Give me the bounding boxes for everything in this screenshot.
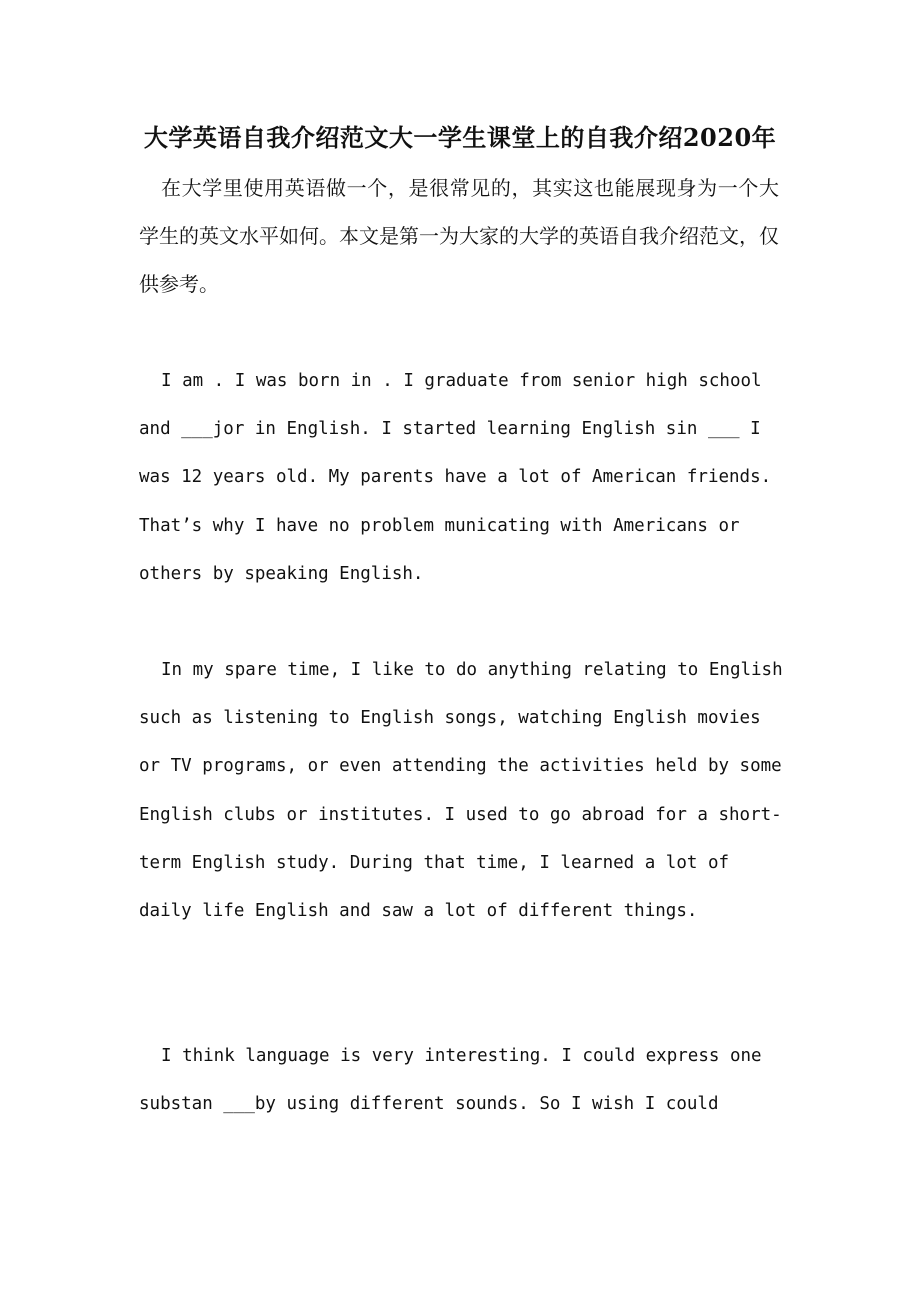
document-title: 大学英语自我介绍范文大一学生课堂上的自我介绍2020年 (143, 123, 777, 152)
body-paragraph-3: I think language is very interesting. I could express one substan ___by using different sounds. So I wish I could (139, 1046, 762, 1115)
body-paragraph-1: I am . I was born in . I graduate from senior high school and ___jor in English. I started learning English sin ___ I was 12 years old. My parents have a lot of American friends. That’s why I have no problem municating with Americans or others by speaking English. (139, 371, 772, 584)
intro-paragraph: 在大学里使用英语做一个，是很常见的，其实这也能展现身为一个大学生的英文水平如何。本文是第一为大家的大学的英语自我介绍范文，仅供参考。 (139, 176, 779, 296)
body-paragraph-2: In my spare time, I like to do anything relating to English such as listening to English songs, watching English movies or TV programs, or even attending the activities held by some English clubs or institutes. I used to go abroad for a short- term English study. During that time, I learned a lot of daily life English and saw a lot of different things. (139, 660, 783, 922)
